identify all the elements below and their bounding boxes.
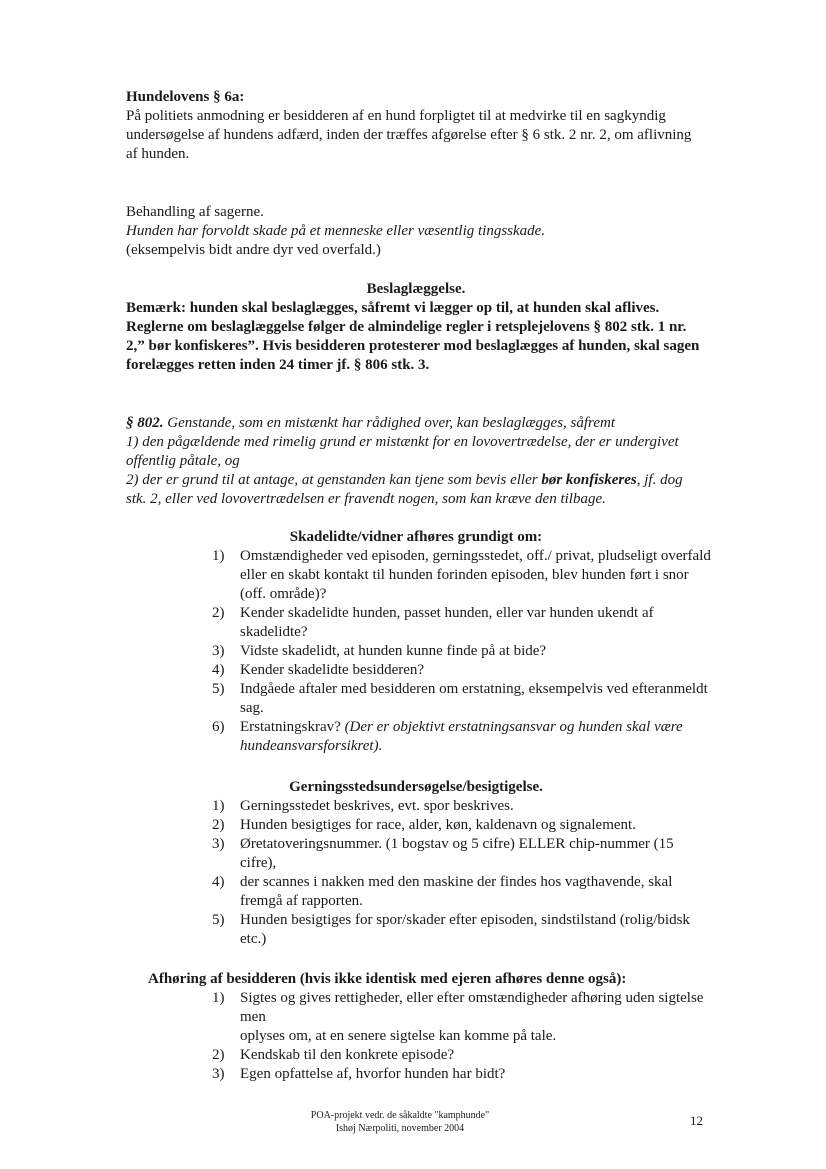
list-item <box>212 661 712 680</box>
list-item <box>212 1065 712 1084</box>
list-text: Erstatningskrav? <box>240 719 345 735</box>
section-skadelidte <box>126 528 706 547</box>
gerningssted-list <box>212 797 712 949</box>
paragraph: Bemærk: hunden skal beslaglægges, såfremt vi lægger op til, at hunden skal aflives. Reglerne om beslaglæggelse følger de almindelige regler i retsplejelovens § 802 stk. 1 nr. 2,” bør konfiskeres”. Hvis besidderen protesterer mod beslaglægges af hunden, skal sagen forelægges retten inden 24 timer jf. § 806 stk. 3. <box>126 300 700 373</box>
section-beslaglaeggelse <box>126 280 706 375</box>
list-number: 2) <box>212 605 225 621</box>
list-text: Omstændigheder ved episoden, gerningsstedet, off./ privat, pludseligt overfald eller en skabt kontakt til hunden forinden episoden, blev hunden ført i snor (off. område)? <box>240 548 711 602</box>
list-item <box>212 797 712 816</box>
page-number: 12 <box>690 1113 703 1128</box>
paragraph <box>126 414 706 433</box>
section-gerningssted <box>126 778 706 797</box>
section-hundelov <box>126 88 706 164</box>
list-number: 2) <box>212 1047 225 1063</box>
list-text: Vidste skadelidt, at hunden kunne finde på at bide? <box>240 643 547 659</box>
section-paragraf-802 <box>126 414 706 509</box>
list-number: 5) <box>212 912 225 928</box>
list-item <box>212 604 712 642</box>
list-number: 2) <box>212 817 225 833</box>
skadelidte-list <box>212 547 712 756</box>
section-afhoering <box>148 970 748 989</box>
list-text-continued: oplyses om, at en senere sigtelse kan komme på tale. <box>240 1028 557 1044</box>
section-heading: Beslaglæggelse. <box>366 281 466 297</box>
list-item <box>212 816 712 835</box>
list-number: 3) <box>212 836 225 852</box>
list-item <box>212 1046 712 1065</box>
list-number: 6) <box>212 719 225 735</box>
paragraph: Behandling af sagerne. <box>126 204 264 220</box>
list-item <box>212 989 712 1046</box>
list-text: Kendskab til den konkrete episode? <box>240 1047 455 1063</box>
list-number: 1) <box>212 548 225 564</box>
list-text: Egen opfattelse af, hvorfor hunden har bidt? <box>240 1066 506 1082</box>
list-item <box>212 718 712 756</box>
list-number: 3) <box>212 643 225 659</box>
list-text: Hunden besigtiges for race, alder, køn, kaldenavn og signalement. <box>240 817 636 833</box>
paragraph: Hunden har forvoldt skade på et menneske eller væsentlig tingsskade. <box>126 223 546 239</box>
section-heading: Afhøring af besidderen (hvis ikke identisk med ejeren afhøres denne også): <box>148 971 627 987</box>
list-item <box>212 680 712 718</box>
statute-text: , jf. dog stk. 2, eller ved lovovertrædelsen er fravendt nogen, som kan kræve den tilbage. <box>126 472 683 507</box>
list-item <box>212 547 712 604</box>
statute-emphasis: bør konfiskeres <box>541 472 637 488</box>
list-note: (Der er objektivt erstatningsansvar og hunden skal være hundeansvarsforsikret). <box>240 719 683 754</box>
statute-text: 2) der er grund til at antage, at genstanden kan tjene som bevis eller <box>126 472 542 488</box>
paragraph: (eksempelvis bidt andre dyr ved overfald.) <box>126 242 381 258</box>
statute-item: 1) den pågældende med rimelig grund er mistænkt for en lovovertrædelse, der er undergivet offentlig påtale, og <box>126 434 679 469</box>
list-text: Sigtes og gives rettigheder, eller efter omstændigheder afhøring uden sigtelse men <box>240 990 704 1025</box>
list-text: Kender skadelidte besidderen? <box>240 662 425 678</box>
paragraph: På politiets anmodning er besidderen af en hund forpligtet til at medvirke til en sagkyndig undersøgelse af hundens adfærd, inden der træffes afgørelse efter § 6 stk. 2 nr. 2, om aflivning af hunden. <box>126 108 692 162</box>
list-text: Øretatoveringsnummer. (1 bogstav og 5 cifre) ELLER chip-nummer (15 cifre), <box>240 836 674 871</box>
paragraph-number: § 802. <box>126 415 164 431</box>
list-item <box>212 642 712 661</box>
footer-line: POA-projekt vedr. de såkaldte "kamphunde" <box>310 1110 490 1121</box>
list-text: Indgåede aftaler med besidderen om erstatning, eksempelvis ved efteranmeldt sag. <box>240 681 708 716</box>
section-behandling <box>126 203 706 260</box>
list-text: Gerningsstedet beskrives, evt. spor beskrives. <box>240 798 514 814</box>
list-number: 1) <box>212 990 225 1006</box>
list-text: der scannes i nakken med den maskine der findes hos vagthavende, skal fremgå af rapporten. <box>240 874 673 909</box>
list-number: 4) <box>212 874 225 890</box>
list-text: Kender skadelidte hunden, passet hunden, eller var hunden ukendt af skadelidte? <box>240 605 654 640</box>
list-item <box>212 873 712 911</box>
paragraph-text: Genstande, som en mistænkt har rådighed over, kan beslaglægges, såfremt <box>163 415 615 431</box>
list-item <box>212 911 712 949</box>
list-number: 3) <box>212 1066 225 1082</box>
footer-line: Ishøj Nærpoliti, november 2004 <box>335 1123 465 1134</box>
list-item <box>212 835 712 873</box>
footer-text <box>270 1109 530 1135</box>
list-number: 4) <box>212 662 225 678</box>
list-text: Hunden besigtiges for spor/skader efter episoden, sindstilstand (rolig/bidsk etc.) <box>240 912 690 947</box>
list-number: 5) <box>212 681 225 697</box>
section-heading: Skadelidte/vidner afhøres grundigt om: <box>289 529 543 545</box>
list-number: 1) <box>212 798 225 814</box>
section-heading: Gerningsstedsundersøgelse/besigtigelse. <box>289 779 543 795</box>
section-heading: Hundelovens § 6a: <box>126 89 245 105</box>
afhoering-list <box>212 989 712 1084</box>
statute-item <box>126 471 706 509</box>
